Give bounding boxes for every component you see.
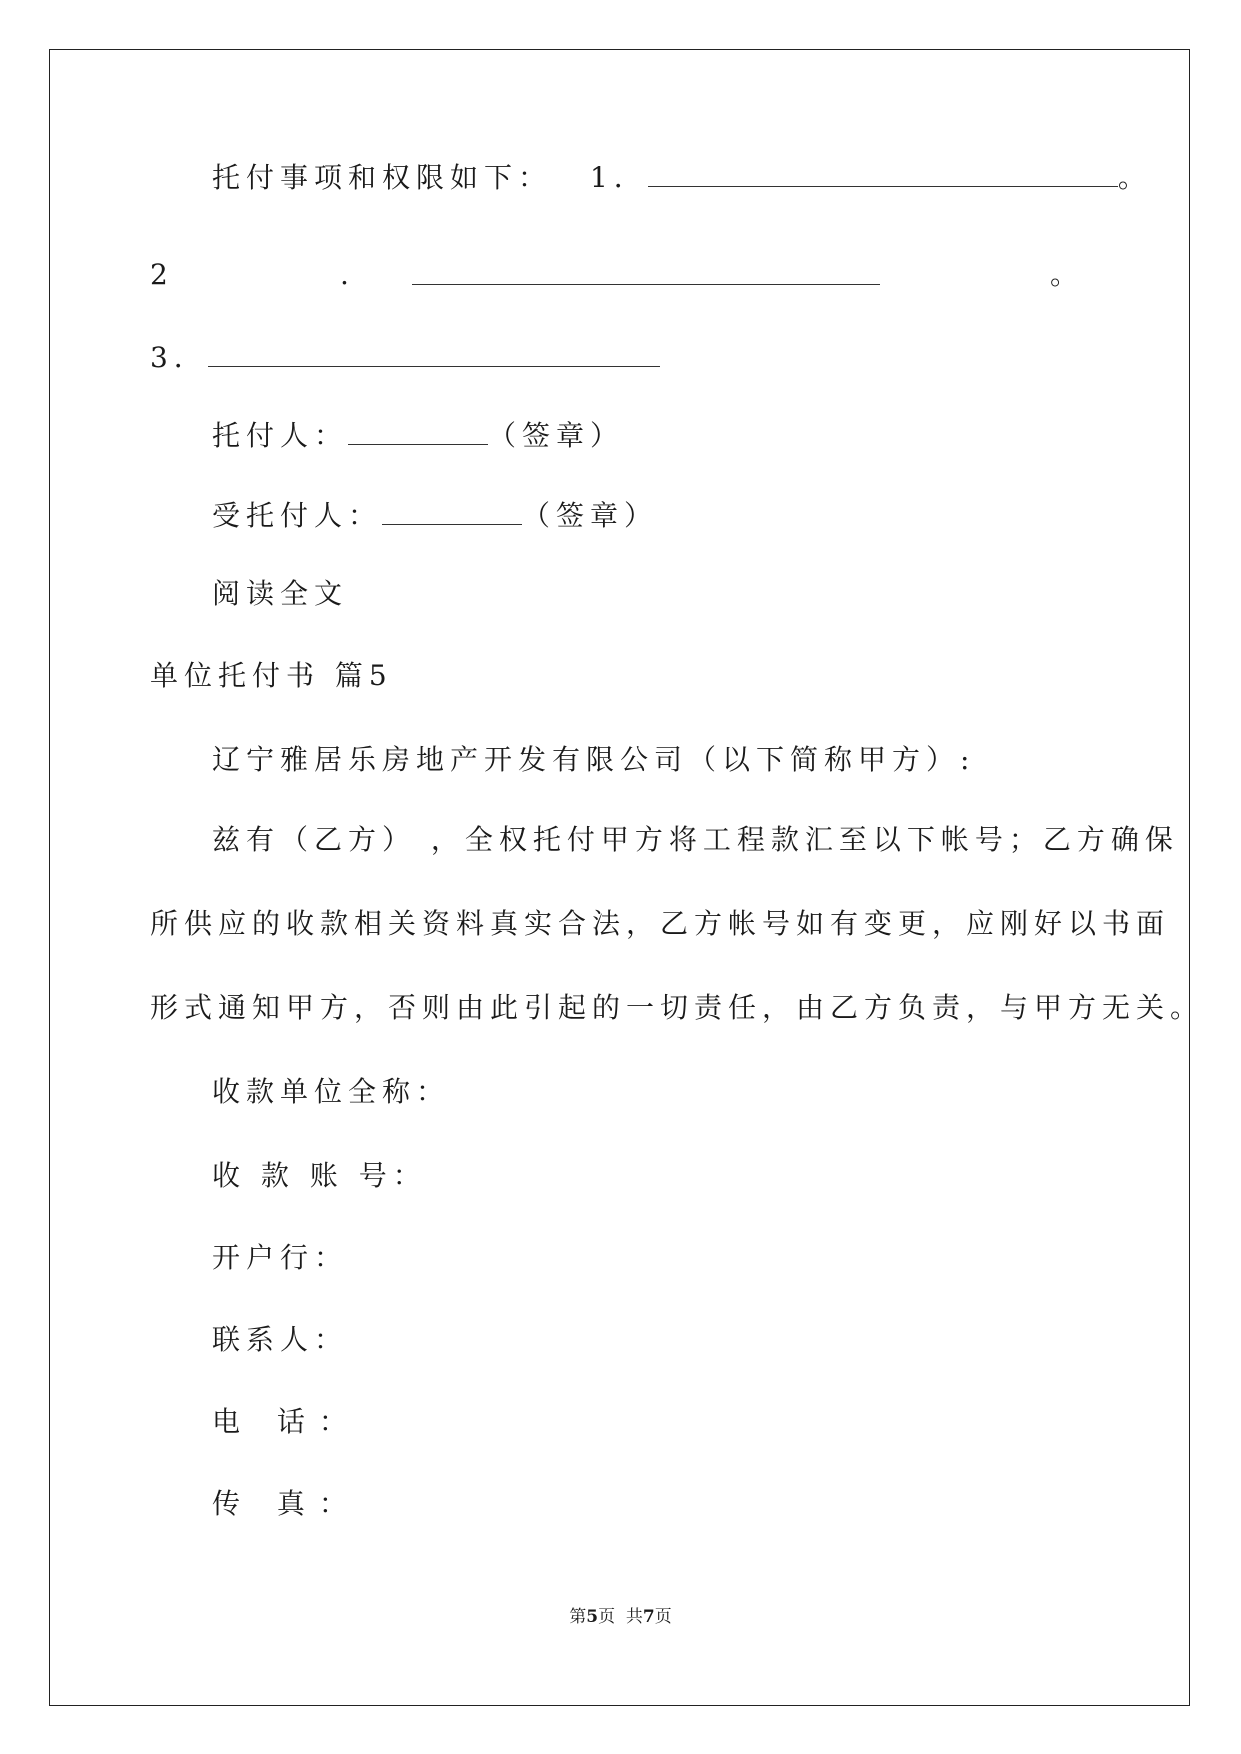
principal-label: 托付人： bbox=[212, 419, 349, 452]
item2-dot: . bbox=[340, 258, 355, 291]
principal-blank[interactable] bbox=[348, 414, 488, 445]
page-prefix: 第 bbox=[569, 1607, 587, 1627]
agent-line bbox=[212, 494, 658, 534]
item2-end-wrap bbox=[1050, 255, 1084, 295]
page-mid: 页 共 bbox=[598, 1607, 643, 1627]
addressee: 辽宁雅居乐房地产开发有限公司（以下简称甲方）: bbox=[212, 743, 976, 776]
contact-label: 联系人： bbox=[212, 1323, 349, 1356]
field-fax bbox=[212, 1484, 361, 1524]
section5-title: 单位托付书 篇5 bbox=[150, 659, 393, 692]
page-total: 7 bbox=[642, 1607, 655, 1627]
agent-sign: （签章） bbox=[522, 499, 659, 532]
item3-line bbox=[150, 336, 660, 376]
body-line-2 bbox=[150, 904, 1170, 944]
payee-name-label: 收款单位全称： bbox=[212, 1075, 451, 1108]
field-contact bbox=[212, 1320, 348, 1360]
item1-blank[interactable] bbox=[648, 156, 1118, 187]
phone-label: 电 话： bbox=[212, 1405, 361, 1438]
item1-number: 1． bbox=[590, 161, 648, 194]
item2-number: 2 bbox=[150, 258, 174, 291]
field-payee-name bbox=[212, 1072, 450, 1112]
field-account-no bbox=[212, 1156, 427, 1196]
section5-heading bbox=[150, 656, 393, 696]
item2-blank-wrap bbox=[412, 254, 880, 294]
addressee-line bbox=[212, 740, 975, 780]
agent-blank[interactable] bbox=[382, 494, 522, 525]
item1-end: 。 bbox=[1117, 161, 1152, 194]
body-text-1: 兹有（乙方） ，全权托付甲方将工程款汇至以下帐号；乙方确保 bbox=[212, 823, 1179, 856]
page-current: 5 bbox=[586, 1607, 599, 1627]
principal-sign: （签章） bbox=[488, 419, 625, 452]
page-footer bbox=[0, 1602, 1241, 1627]
body-line-1 bbox=[212, 820, 1179, 860]
page-suffix: 页 bbox=[654, 1607, 672, 1627]
bank-label: 开户行： bbox=[212, 1241, 349, 1274]
item2-blank[interactable] bbox=[412, 254, 880, 285]
field-bank bbox=[212, 1238, 348, 1278]
item2-number-wrap bbox=[150, 255, 174, 295]
items-intro-line bbox=[212, 156, 1152, 196]
fax-label: 传 真： bbox=[212, 1487, 361, 1520]
field-phone bbox=[212, 1402, 361, 1442]
read-more-wrap bbox=[212, 574, 348, 614]
item2-dot-wrap bbox=[340, 255, 355, 295]
body-line-3 bbox=[150, 988, 1204, 1028]
page-border bbox=[49, 49, 1190, 1706]
item3-number: 3． bbox=[150, 341, 208, 374]
read-more-link[interactable]: 阅读全文 bbox=[212, 577, 349, 610]
principal-line bbox=[212, 414, 624, 454]
body-text-2: 所供应的收款相关资料真实合法，乙方帐号如有变更，应刚好以书面 bbox=[150, 907, 1171, 940]
account-no-label: 收 款 账 号： bbox=[212, 1159, 427, 1192]
item2-end: 。 bbox=[1050, 258, 1085, 291]
items-intro: 托付事项和权限如下： bbox=[212, 161, 553, 194]
agent-label: 受托付人： bbox=[212, 499, 383, 532]
item3-blank[interactable] bbox=[208, 336, 660, 367]
body-text-3: 形式通知甲方，否则由此引起的一切责任，由乙方负责，与甲方无关。 bbox=[150, 991, 1205, 1024]
